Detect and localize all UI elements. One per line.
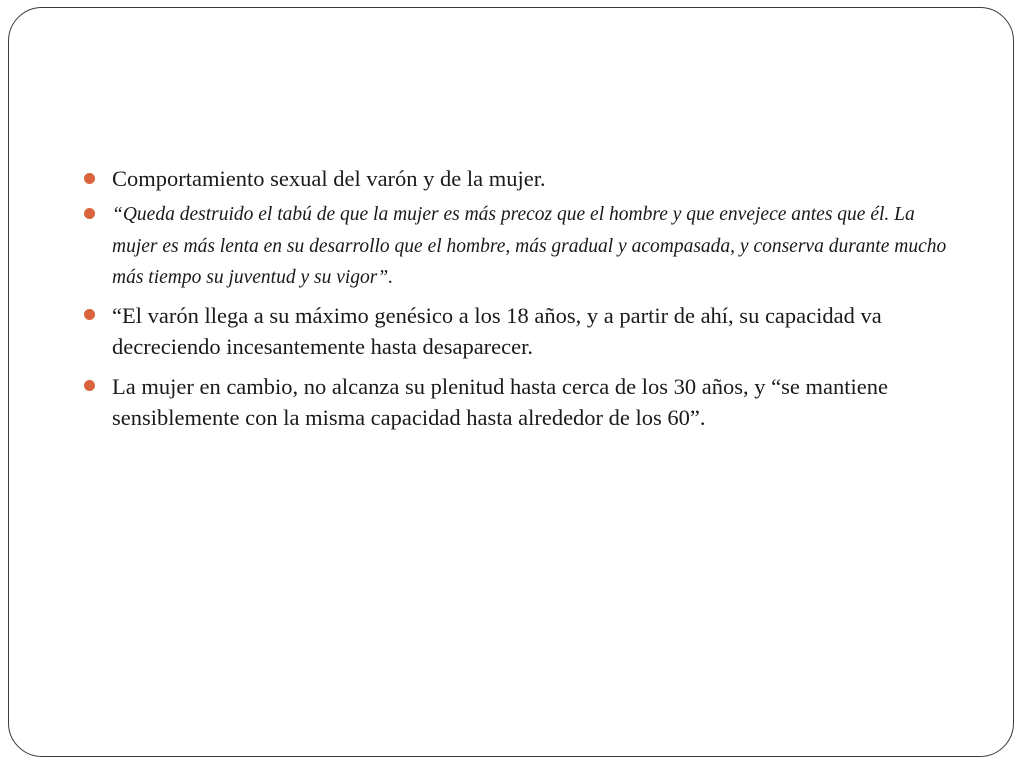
bullet-item [84, 300, 954, 363]
bullet-dot-icon [84, 173, 95, 184]
bullet-dot-icon [84, 380, 95, 391]
slide-content [84, 161, 954, 442]
bullet-list [84, 161, 954, 434]
bullet-item [84, 199, 954, 294]
bullet-text: La mujer en cambio, no alcanza su plenitud hasta cerca de los 30 años, y “se mantiene sensiblemente con la misma capacidad hasta alrededor de los 60”. [112, 373, 888, 430]
bullet-text: Comportamiento sexual del varón y de la mujer. [112, 166, 546, 191]
bullet-item [84, 161, 954, 197]
bullet-item [84, 371, 954, 434]
bullet-text: “Queda destruido el tabú de que la mujer es más precoz que el hombre y que envejece antes que él. La mujer es más lenta en su desarrollo que el hombre, más gradual y acompasada, y conserva durante mucho más tiempo su juventud y su vigor”. [112, 204, 947, 288]
bullet-text: “El varón llega a su máximo genésico a los 18 años, y a partir de ahí, su capacidad va decreciendo incesantemente hasta desaparecer. [112, 302, 882, 359]
bullet-dot-icon [84, 309, 95, 320]
bullet-dot-icon [84, 208, 95, 219]
